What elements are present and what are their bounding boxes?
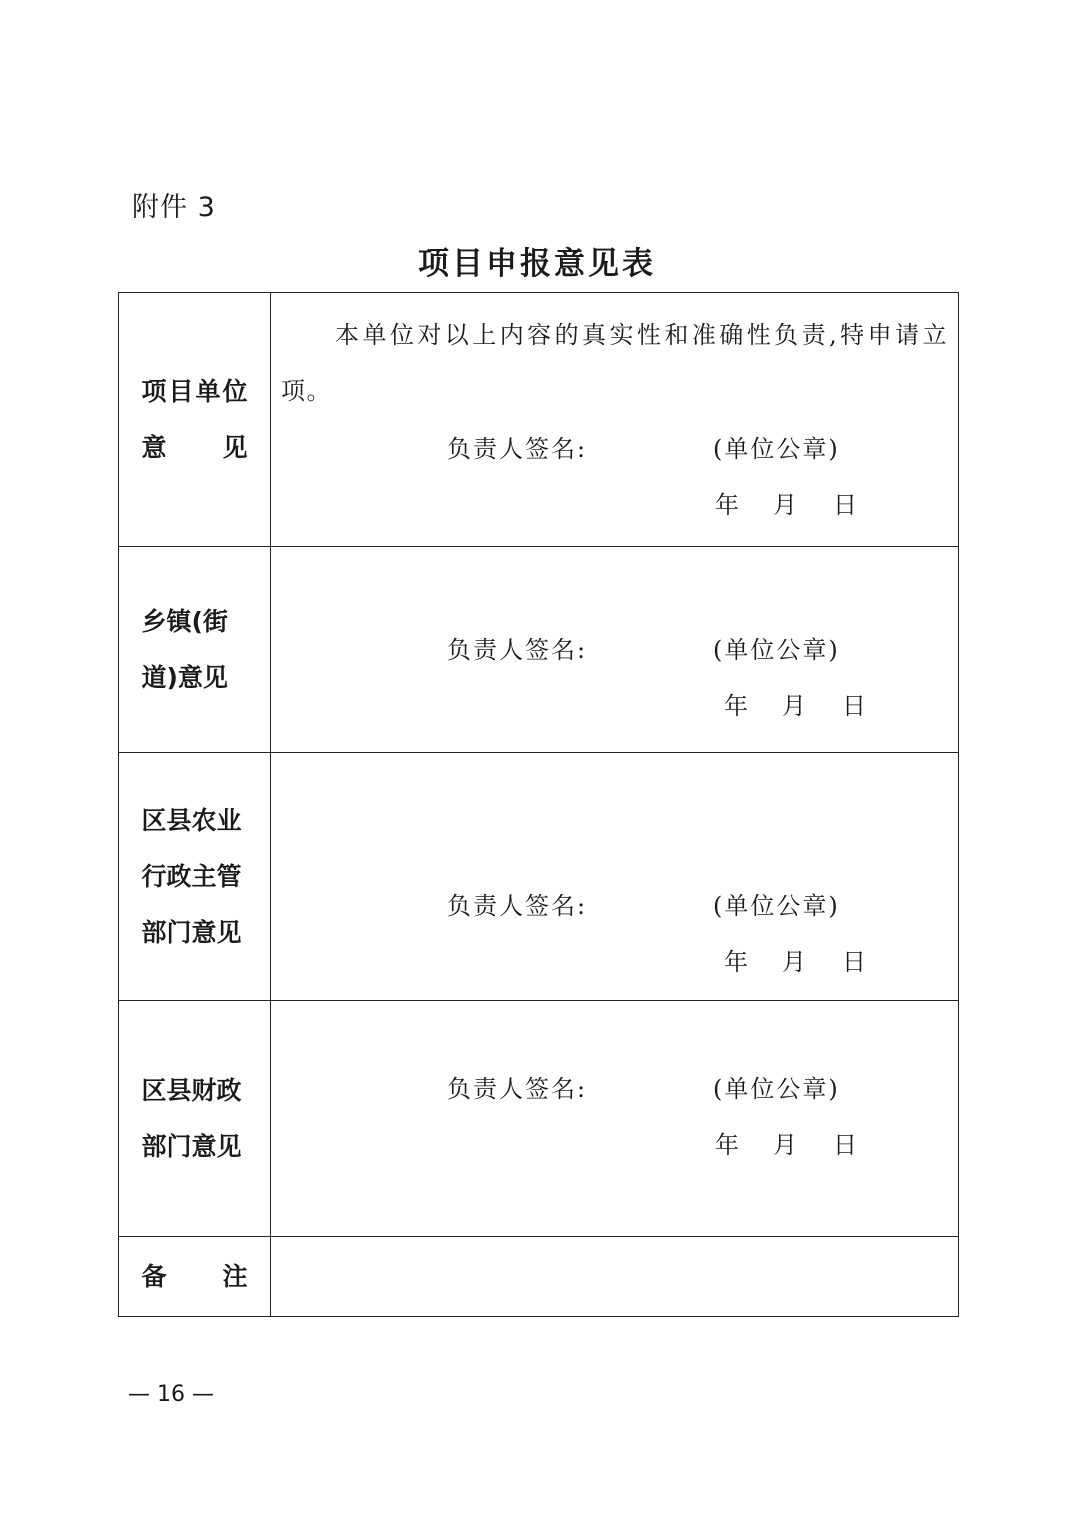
date-month: 月	[773, 1131, 797, 1159]
row-project-unit	[119, 293, 959, 547]
content-township[interactable]	[271, 547, 959, 753]
label-line: 项目单位	[141, 376, 248, 406]
form-title: 项目申报意见表	[418, 246, 656, 282]
date-year: 年	[724, 692, 748, 720]
label-line: 行政主管	[141, 861, 242, 891]
page-number: — 16 —	[128, 1382, 214, 1407]
content-project-unit[interactable]	[271, 293, 959, 547]
date-line	[715, 1130, 857, 1160]
date-day: 日	[842, 692, 866, 720]
row-county-finance	[119, 1001, 959, 1237]
label-county-finance	[119, 1001, 271, 1237]
seal-label: (单位公章)	[713, 435, 840, 463]
date-day: 日	[833, 491, 857, 519]
signature-label: 负责人签名:	[447, 892, 588, 920]
label-line: 部门意见	[141, 917, 242, 947]
content-county-agriculture[interactable]	[271, 753, 959, 1001]
opinion-form-table	[118, 292, 959, 1317]
signature-label: 负责人签名:	[447, 1075, 588, 1103]
responsibility-statement: 本单位对以上内容的真实性和准确性负责,特申请立项。	[281, 321, 948, 405]
date-month: 月	[782, 948, 806, 976]
label-line: 乡镇(街	[141, 606, 228, 636]
label-line: 区县财政	[141, 1075, 242, 1105]
date-line	[715, 490, 857, 520]
label-line: 意 见	[141, 432, 248, 462]
label-line: 备 注	[141, 1261, 248, 1291]
date-month: 月	[782, 692, 806, 720]
label-line: 道)意见	[141, 662, 228, 692]
seal-label: (单位公章)	[713, 1075, 840, 1103]
attachment-label: 附件 3	[132, 192, 216, 223]
date-year: 年	[724, 948, 748, 976]
seal-label: (单位公章)	[713, 892, 840, 920]
date-month: 月	[773, 491, 797, 519]
seal-label: (单位公章)	[713, 636, 840, 664]
label-remarks	[119, 1237, 271, 1317]
signature-label: 负责人签名:	[447, 435, 588, 463]
date-line	[724, 947, 866, 977]
row-remarks	[119, 1237, 959, 1317]
row-county-agriculture	[119, 753, 959, 1001]
content-county-finance[interactable]	[271, 1001, 959, 1237]
label-county-agriculture	[119, 753, 271, 1001]
label-township	[119, 547, 271, 753]
signature-label: 负责人签名:	[447, 636, 588, 664]
content-remarks[interactable]	[271, 1237, 959, 1317]
date-year: 年	[715, 491, 739, 519]
date-day: 日	[842, 948, 866, 976]
label-line: 部门意见	[141, 1131, 242, 1161]
row-township	[119, 547, 959, 753]
label-line: 区县农业	[141, 805, 242, 835]
date-year: 年	[715, 1131, 739, 1159]
date-line	[724, 691, 866, 721]
label-project-unit	[119, 293, 271, 547]
date-day: 日	[833, 1131, 857, 1159]
